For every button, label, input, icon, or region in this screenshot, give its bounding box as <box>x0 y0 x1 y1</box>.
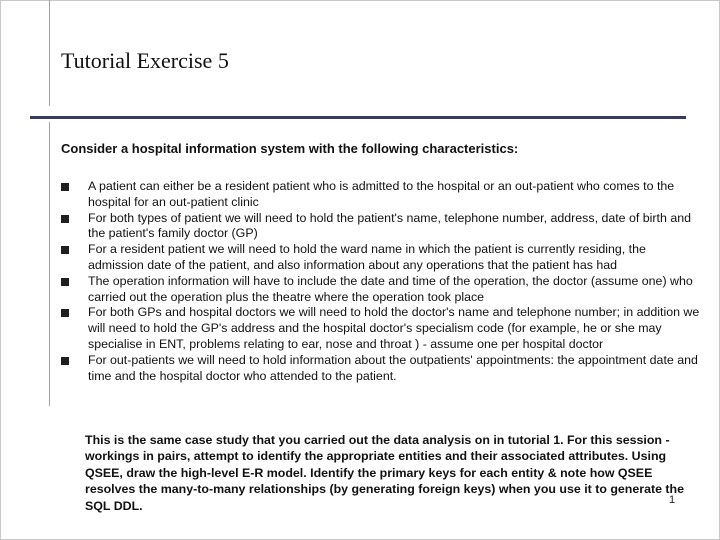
list-item <box>61 305 701 352</box>
title-divider <box>30 116 686 119</box>
intro-text: Consider a hospital information system with the following characteristics: <box>61 141 519 156</box>
list-item-text: For both types of patient we will need to hold the patient's name, telephone number, address, date of birth and the patient's family doctor (GP) <box>88 210 692 241</box>
left-vertical-rule <box>49 0 50 106</box>
list-item <box>61 274 701 306</box>
square-bullet-icon <box>61 278 69 286</box>
closing-instructions: This is the same case study that you carried out the data analysis on in tutorial 1. For this session - workings in pairs, attempt to identify the appropriate entities and their associated attributes. Using QSEE, draw the high-level E-R model. Identify the primary keys for each entity & note how QSEE resolves the many-to-many relationships (by generating foreign keys) when you use it to generate the SQL DDL. <box>85 433 685 513</box>
left-vertical-rule-lower <box>49 122 50 406</box>
square-bullet-icon <box>61 246 69 254</box>
square-bullet-icon <box>61 215 69 223</box>
list-item-text: A patient can either be a resident patient who is admitted to the hospital or an out-patient who comes to the hospital for an out-patient clinic <box>88 179 675 209</box>
list-item-text: For both GPs and hospital doctors we will need to hold the doctor's name and telephone number; in addition we will need to hold the GP's address and the hospital doctor's specialism code (for example, he or she may specialise in ENT, problems relating to ear, nose and throat ) - assume one per hospital doctor <box>88 305 700 351</box>
slide-number: 1 <box>669 494 676 506</box>
list-item-text: For a resident patient we will need to hold the ward name in which the patient is currently residing, the admission date of the patient, and also information about any operations that the patient has had <box>88 242 646 272</box>
list-item-text: For out-patients we will need to hold information about the outpatients' appointments: the appointment date and time and the hospital doctor who attended to the patient. <box>88 352 698 383</box>
list-item <box>61 353 701 385</box>
square-bullet-icon <box>61 357 69 365</box>
slide-title: Tutorial Exercise 5 <box>61 48 229 73</box>
square-bullet-icon <box>61 309 69 317</box>
list-item <box>61 242 701 274</box>
list-item-text: The operation information will have to include the date and time of the operation, the doctor (assume one) who carried out the operation plus the theatre where the operation took place <box>88 273 693 304</box>
list-item <box>61 211 701 243</box>
characteristics-list <box>61 179 701 384</box>
list-item <box>61 179 701 211</box>
square-bullet-icon <box>61 183 69 191</box>
